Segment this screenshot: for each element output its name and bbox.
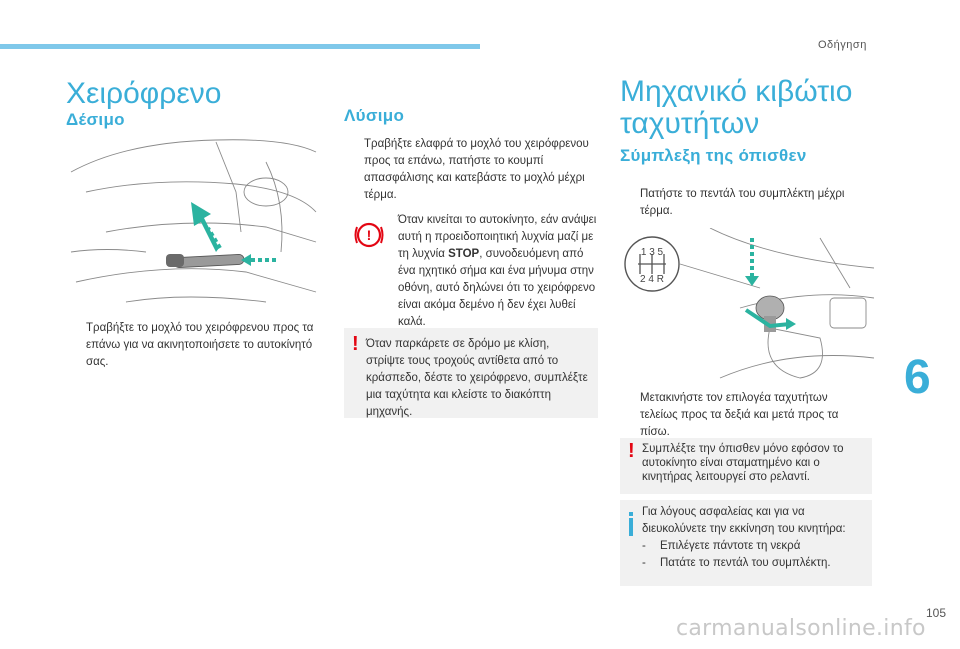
dash-mark: -: [642, 540, 646, 552]
alert-text-part2: , συνοδευόμενη από ένα ηχητικό σήμα και ένα μήνυμα στην οθόνη, αυτό δηλώνει ότι το χειρόφρενο είναι ακόμα δεμένο ή δεν έχει λυθεί καλά.: [398, 248, 596, 328]
right-bullet-1: [620, 186, 856, 220]
gear-pattern-bottom: 2 4 R: [640, 274, 664, 285]
chapter-number: 6: [904, 351, 931, 404]
handbrake-title: Χειρόφρενο: [66, 77, 222, 110]
alert-text-part1: Όταν κινείται το αυτοκίνητο, εάν ανάψει αυτή η προειδοποιητική λυχνία μαζί με τη λυχνία: [398, 214, 597, 260]
warning-icon: !: [628, 440, 635, 462]
info-icon: [629, 518, 633, 536]
page-number: 105: [926, 606, 947, 620]
stop-label: STOP: [448, 248, 480, 260]
gearbox-title-line2: ταχυτήτων: [620, 107, 760, 140]
parking-warning-box: [344, 328, 598, 418]
brake-warning-glyph: !: [366, 227, 372, 243]
handbrake-illustration: [66, 132, 324, 310]
top-accent-bar: [0, 44, 480, 49]
applying-subtitle: Δέσιμο: [66, 110, 125, 129]
left-bullet-text: Τραβήξτε το μοχλό του χειρόφρενου προς τα επάνω για να ακινητοποιήσετε το αυτοκίνητό σας.: [86, 322, 314, 368]
right-bullet-1-text: Πατήστε το πεντάλ του συμπλέκτη μέχρι τέρμα.: [640, 188, 845, 217]
gearshift-illustration: [620, 228, 874, 388]
info-intro: Για λόγους ασφαλείας και για να διευκολύνετε την εκκίνηση του κινητήρα:: [642, 506, 846, 535]
reverse-subtitle: Σύμπλεξη της όπισθεν: [620, 146, 807, 165]
brake-warning-light-icon: [352, 218, 386, 252]
info-item-1-text: Επιλέγετε πάντοτε τη νεκρά: [660, 540, 801, 552]
warning-icon: !: [352, 333, 359, 355]
info-list-item: [642, 538, 864, 555]
dash-mark: -: [642, 557, 646, 569]
right-bullet-2-text: Μετακινήστε τον επιλογέα ταχυτήτων τελείως προς τα δεξιά και μετά προς τα πίσω.: [640, 392, 839, 438]
brake-alert-text: [398, 212, 598, 331]
middle-bullet-text: Τραβήξτε ελαφρά το μοχλό του χειρόφρενου προς τα επάνω, πατήστε το κουμπί απασφάλισης και κατεβάστε το μοχλό μέχρι τέρμα.: [364, 138, 589, 201]
section-header: Οδήγηση: [818, 39, 867, 51]
reverse-warning-box: [620, 438, 872, 494]
left-bullet: [66, 320, 328, 371]
right-bullet-2: [620, 390, 860, 441]
parking-warning-text: Όταν παρκάρετε σε δρόμο με κλίση, στρίψτε τους τροχούς αντίθετα από το κράσπεδο, δέστε το χειρόφρενο, συμπλέξτε μια ταχύτητα και κλείστε το διακόπτη μηχανής.: [366, 338, 588, 418]
watermark: carmanualsonline.info: [676, 616, 926, 641]
info-item-2-text: Πατάτε το πεντάλ του συμπλέκτη.: [660, 557, 831, 569]
safety-info-box: [620, 500, 872, 586]
middle-bullet: [344, 136, 604, 204]
gearbox-title-line1: Μηχανικό κιβώτιο: [620, 75, 853, 108]
releasing-subtitle: Λύσιμο: [344, 106, 405, 125]
gear-pattern-top: 1 3 5: [640, 247, 664, 258]
info-list-item: [642, 555, 864, 572]
reverse-warning-text: Συμπλέξτε την όπισθεν μόνο εφόσον το αυτοκίνητο είναι σταματημένο και ο κινητήρας λειτουργεί στο ρελαντί.: [642, 443, 844, 483]
